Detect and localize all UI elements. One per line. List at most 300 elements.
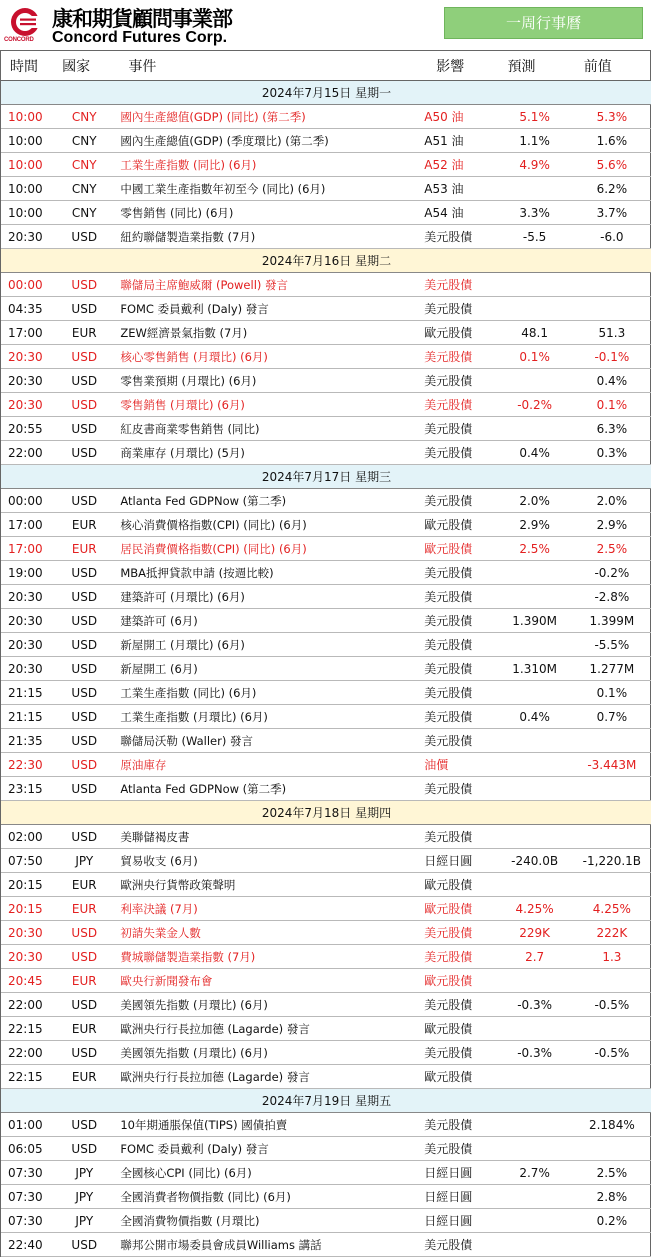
event-forecast (498, 1137, 572, 1161)
event-previous: 6.3% (572, 417, 651, 441)
event-row (1, 537, 651, 561)
company-name-cn: 康和期貨顧問事業部 (52, 6, 232, 31)
event-previous: -0.5% (572, 1041, 651, 1065)
event-name: 商業庫存 (月環比) (5月) (114, 441, 420, 465)
event-country: EUR (54, 969, 114, 993)
event-previous (572, 825, 651, 849)
event-name: 零售銷售 (同比) (6月) (114, 201, 420, 225)
event-country: JPY (54, 1161, 114, 1185)
event-impact: 美元股債 (420, 369, 497, 393)
event-forecast (498, 369, 572, 393)
logo-mark-text: CONCORD (4, 37, 34, 43)
event-forecast: 5.1% (498, 105, 572, 129)
event-row (1, 585, 651, 609)
event-name: 紐約聯儲製造業指數 (7月) (114, 225, 420, 249)
event-country: USD (54, 777, 114, 801)
event-impact: 美元股債 (420, 1233, 497, 1257)
event-forecast (498, 729, 572, 753)
event-country: EUR (54, 1065, 114, 1089)
event-forecast (498, 273, 572, 297)
event-time: 06:05 (1, 1137, 54, 1161)
event-country: USD (54, 657, 114, 681)
event-name: 歐洲央行行長拉加德 (Lagarde) 發言 (114, 1017, 420, 1041)
event-forecast (498, 777, 572, 801)
event-previous: 1.6% (572, 129, 651, 153)
event-row (1, 321, 651, 345)
column-header-time: 時間 (1, 51, 54, 81)
event-row (1, 873, 651, 897)
event-time: 21:35 (1, 729, 54, 753)
date-label: 2024年7月16日 星期二 (1, 249, 651, 273)
event-name: 原油庫存 (114, 753, 420, 777)
event-time: 20:30 (1, 345, 54, 369)
event-previous: 2.184% (572, 1113, 651, 1137)
event-row (1, 825, 651, 849)
event-name: 零售銷售 (月環比) (6月) (114, 393, 420, 417)
event-country: USD (54, 561, 114, 585)
event-row (1, 297, 651, 321)
event-country: USD (54, 705, 114, 729)
event-forecast: -5.5 (498, 225, 572, 249)
event-country: USD (54, 1233, 114, 1257)
event-country: USD (54, 1113, 114, 1137)
event-country: USD (54, 225, 114, 249)
event-impact: 美元股債 (420, 561, 497, 585)
date-header-row (1, 801, 651, 825)
event-previous: 1.3 (572, 945, 651, 969)
event-name: 貿易收支 (6月) (114, 849, 420, 873)
event-previous (572, 777, 651, 801)
event-row (1, 1137, 651, 1161)
event-row (1, 921, 651, 945)
event-name: 工業生產指數 (月環比) (6月) (114, 705, 420, 729)
event-impact: 美元股債 (420, 993, 497, 1017)
column-header-event: 事件 (114, 51, 420, 81)
event-row (1, 513, 651, 537)
event-time: 20:15 (1, 897, 54, 921)
event-previous: 5.3% (572, 105, 651, 129)
page-header (0, 0, 651, 50)
event-row (1, 369, 651, 393)
event-impact: 美元股債 (420, 777, 497, 801)
calendar-table-wrapper (0, 50, 651, 1257)
event-name: 美聯儲褐皮書 (114, 825, 420, 849)
event-name: FOMC 委員戴利 (Daly) 發言 (114, 297, 420, 321)
event-name: 10年期通脹保值(TIPS) 國債拍賣 (114, 1113, 420, 1137)
event-impact: A52 油 (420, 153, 497, 177)
event-country: EUR (54, 513, 114, 537)
event-row (1, 273, 651, 297)
event-previous (572, 969, 651, 993)
event-forecast: 2.9% (498, 513, 572, 537)
event-row (1, 441, 651, 465)
event-forecast (498, 825, 572, 849)
event-time: 07:50 (1, 849, 54, 873)
event-impact: 美元股債 (420, 585, 497, 609)
event-name: 國內生產總值(GDP) (季度環比) (第二季) (114, 129, 420, 153)
event-name: 費城聯儲製造業指數 (7月) (114, 945, 420, 969)
event-country: EUR (54, 897, 114, 921)
event-country: JPY (54, 1185, 114, 1209)
event-time: 20:15 (1, 873, 54, 897)
event-impact: 美元股債 (420, 705, 497, 729)
event-name: 全國消費者物價指數 (同比) (6月) (114, 1185, 420, 1209)
event-time: 22:15 (1, 1065, 54, 1089)
event-forecast: -0.3% (498, 993, 572, 1017)
event-time: 10:00 (1, 153, 54, 177)
event-row (1, 945, 651, 969)
event-name: 建築許可 (6月) (114, 609, 420, 633)
event-forecast: 2.0% (498, 489, 572, 513)
economic-calendar-table (1, 50, 651, 1257)
event-previous: 222K (572, 921, 651, 945)
event-time: 17:00 (1, 537, 54, 561)
event-row (1, 225, 651, 249)
calendar-body (1, 81, 651, 1257)
event-name: 建築許可 (月環比) (6月) (114, 585, 420, 609)
event-forecast (498, 873, 572, 897)
event-forecast: 0.1% (498, 345, 572, 369)
event-country: EUR (54, 873, 114, 897)
event-name: 核心消費價格指數(CPI) (同比) (6月) (114, 513, 420, 537)
event-name: 聯儲局沃勒 (Waller) 發言 (114, 729, 420, 753)
event-time: 20:55 (1, 417, 54, 441)
event-forecast (498, 585, 572, 609)
event-impact: 日經日圓 (420, 1185, 497, 1209)
event-time: 07:30 (1, 1161, 54, 1185)
event-forecast: 48.1 (498, 321, 572, 345)
event-forecast: 4.9% (498, 153, 572, 177)
event-country: USD (54, 1041, 114, 1065)
event-impact: 美元股債 (420, 441, 497, 465)
event-time: 10:00 (1, 129, 54, 153)
event-previous: -6.0 (572, 225, 651, 249)
event-time: 20:30 (1, 393, 54, 417)
event-impact: 歐元股債 (420, 873, 497, 897)
event-impact: 美元股債 (420, 1041, 497, 1065)
event-name: 初請失業金人數 (114, 921, 420, 945)
event-row (1, 1041, 651, 1065)
event-row (1, 1209, 651, 1233)
event-previous: -1,220.1B (572, 849, 651, 873)
event-impact: 歐元股債 (420, 969, 497, 993)
event-country: USD (54, 1137, 114, 1161)
event-previous: 2.8% (572, 1185, 651, 1209)
column-header-forecast: 預測 (498, 51, 572, 81)
event-time: 22:40 (1, 1233, 54, 1257)
event-row (1, 705, 651, 729)
event-forecast (498, 753, 572, 777)
event-forecast: 3.3% (498, 201, 572, 225)
event-country: USD (54, 753, 114, 777)
event-impact: 美元股債 (420, 729, 497, 753)
date-header-row (1, 81, 651, 105)
event-name: 全國消費物價指數 (月環比) (114, 1209, 420, 1233)
event-impact: 美元股債 (420, 1113, 497, 1137)
event-time: 17:00 (1, 513, 54, 537)
event-country: USD (54, 825, 114, 849)
event-row (1, 1017, 651, 1041)
event-previous: 1.277M (572, 657, 651, 681)
date-header-row (1, 249, 651, 273)
event-row (1, 1161, 651, 1185)
event-forecast: -240.0B (498, 849, 572, 873)
event-time: 20:30 (1, 225, 54, 249)
event-impact: 歐元股債 (420, 897, 497, 921)
event-time: 00:00 (1, 273, 54, 297)
event-name: 歐洲央行行長拉加德 (Lagarde) 發言 (114, 1065, 420, 1089)
event-name: MBA抵押貸款申請 (按週比較) (114, 561, 420, 585)
event-time: 20:30 (1, 633, 54, 657)
event-country: CNY (54, 201, 114, 225)
event-row (1, 1185, 651, 1209)
date-label: 2024年7月17日 星期三 (1, 465, 651, 489)
event-row (1, 201, 651, 225)
event-name: 全國核心CPI (同比) (6月) (114, 1161, 420, 1185)
event-forecast: 2.7% (498, 1161, 572, 1185)
event-previous: 0.3% (572, 441, 651, 465)
event-time: 17:00 (1, 321, 54, 345)
event-name: 中國工業生產指數年初至今 (同比) (6月) (114, 177, 420, 201)
event-country: USD (54, 345, 114, 369)
event-country: CNY (54, 177, 114, 201)
event-impact: 歐元股債 (420, 1017, 497, 1041)
event-row (1, 753, 651, 777)
event-country: USD (54, 273, 114, 297)
event-name: 美國領先指數 (月環比) (6月) (114, 1041, 420, 1065)
event-name: Atlanta Fed GDPNow (第二季) (114, 777, 420, 801)
event-name: 國內生產總值(GDP) (同比) (第二季) (114, 105, 420, 129)
event-previous: -3.443M (572, 753, 651, 777)
company-logo (4, 5, 264, 47)
event-previous: 51.3 (572, 321, 651, 345)
event-country: JPY (54, 1209, 114, 1233)
event-impact: 歐元股債 (420, 513, 497, 537)
event-name: 新屋開工 (6月) (114, 657, 420, 681)
event-time: 01:00 (1, 1113, 54, 1137)
event-row (1, 609, 651, 633)
event-time: 20:30 (1, 657, 54, 681)
event-country: USD (54, 441, 114, 465)
event-time: 20:45 (1, 969, 54, 993)
event-row (1, 561, 651, 585)
event-name: 歐洲央行貨幣政策聲明 (114, 873, 420, 897)
event-time: 22:30 (1, 753, 54, 777)
event-row (1, 129, 651, 153)
event-country: USD (54, 393, 114, 417)
event-row (1, 993, 651, 1017)
event-impact: A53 油 (420, 177, 497, 201)
event-time: 19:00 (1, 561, 54, 585)
event-time: 20:30 (1, 945, 54, 969)
event-previous: -5.5% (572, 633, 651, 657)
event-row (1, 1113, 651, 1137)
event-impact: 油價 (420, 753, 497, 777)
event-impact: 美元股債 (420, 417, 497, 441)
event-name: 零售業預期 (月環比) (6月) (114, 369, 420, 393)
event-row (1, 633, 651, 657)
event-country: EUR (54, 537, 114, 561)
event-forecast (498, 1065, 572, 1089)
event-previous: 5.6% (572, 153, 651, 177)
event-forecast (498, 177, 572, 201)
date-label: 2024年7月19日 星期五 (1, 1089, 651, 1113)
event-time: 04:35 (1, 297, 54, 321)
event-row (1, 1065, 651, 1089)
column-header-country: 國家 (54, 51, 114, 81)
event-name: ZEW經濟景氣指數 (7月) (114, 321, 420, 345)
event-country: USD (54, 369, 114, 393)
event-impact: 美元股債 (420, 657, 497, 681)
event-previous: 0.4% (572, 369, 651, 393)
event-impact: A50 油 (420, 105, 497, 129)
event-country: USD (54, 633, 114, 657)
event-country: USD (54, 945, 114, 969)
date-label: 2024年7月15日 星期一 (1, 81, 651, 105)
event-time: 00:00 (1, 489, 54, 513)
event-previous (572, 297, 651, 321)
event-row (1, 489, 651, 513)
event-row (1, 153, 651, 177)
event-previous (572, 1065, 651, 1089)
event-row (1, 969, 651, 993)
event-impact: 歐元股債 (420, 321, 497, 345)
event-time: 21:15 (1, 681, 54, 705)
event-forecast (498, 417, 572, 441)
event-impact: 美元股債 (420, 945, 497, 969)
event-previous: -0.2% (572, 561, 651, 585)
event-name: 聯邦公開市場委員會成員Williams 講話 (114, 1233, 420, 1257)
event-forecast (498, 1233, 572, 1257)
event-name: 新屋開工 (月環比) (6月) (114, 633, 420, 657)
event-row (1, 177, 651, 201)
event-name: 居民消費價格指數(CPI) (同比) (6月) (114, 537, 420, 561)
event-country: USD (54, 489, 114, 513)
event-impact: A51 油 (420, 129, 497, 153)
event-time: 20:30 (1, 585, 54, 609)
event-country: USD (54, 729, 114, 753)
event-time: 20:30 (1, 369, 54, 393)
event-name: FOMC 委員戴利 (Daly) 發言 (114, 1137, 420, 1161)
event-name: Atlanta Fed GDPNow (第二季) (114, 489, 420, 513)
event-previous (572, 1233, 651, 1257)
event-row (1, 729, 651, 753)
concord-logo-icon (8, 7, 48, 39)
event-time: 22:15 (1, 1017, 54, 1041)
event-impact: 美元股債 (420, 225, 497, 249)
event-previous: 2.0% (572, 489, 651, 513)
event-forecast (498, 633, 572, 657)
date-label: 2024年7月18日 星期四 (1, 801, 651, 825)
column-header-previous: 前值 (572, 51, 651, 81)
event-impact: 美元股債 (420, 489, 497, 513)
event-impact: 美元股債 (420, 345, 497, 369)
event-country: USD (54, 417, 114, 441)
event-forecast (498, 297, 572, 321)
event-row (1, 393, 651, 417)
date-header-row (1, 465, 651, 489)
event-country: USD (54, 297, 114, 321)
event-row (1, 849, 651, 873)
event-impact: 美元股債 (420, 1137, 497, 1161)
event-country: USD (54, 993, 114, 1017)
event-previous (572, 1137, 651, 1161)
event-row (1, 897, 651, 921)
event-name: 聯儲局主席鮑威爾 (Powell) 發言 (114, 273, 420, 297)
event-previous: 2.5% (572, 1161, 651, 1185)
event-forecast: -0.3% (498, 1041, 572, 1065)
event-country: USD (54, 681, 114, 705)
event-previous: -0.1% (572, 345, 651, 369)
event-name: 紅皮書商業零售銷售 (同比) (114, 417, 420, 441)
event-name: 美國領先指數 (月環比) (6月) (114, 993, 420, 1017)
weekly-calendar-button[interactable]: 一周行事曆 (444, 7, 643, 39)
event-forecast: 229K (498, 921, 572, 945)
event-previous: 2.9% (572, 513, 651, 537)
date-header-row (1, 1089, 651, 1113)
event-impact: 美元股債 (420, 825, 497, 849)
event-previous: 2.5% (572, 537, 651, 561)
event-forecast: 0.4% (498, 441, 572, 465)
company-name-en: Concord Futures Corp. (52, 29, 228, 46)
event-previous (572, 729, 651, 753)
event-forecast: 2.7 (498, 945, 572, 969)
event-row (1, 777, 651, 801)
event-country: CNY (54, 105, 114, 129)
event-time: 20:30 (1, 921, 54, 945)
event-previous: 3.7% (572, 201, 651, 225)
event-previous: 0.7% (572, 705, 651, 729)
event-forecast (498, 561, 572, 585)
event-forecast: 1.1% (498, 129, 572, 153)
event-previous (572, 1017, 651, 1041)
event-time: 22:00 (1, 993, 54, 1017)
event-name: 利率決議 (7月) (114, 897, 420, 921)
event-country: CNY (54, 129, 114, 153)
event-previous: 6.2% (572, 177, 651, 201)
event-row (1, 681, 651, 705)
event-time: 22:00 (1, 1041, 54, 1065)
event-forecast: 1.390M (498, 609, 572, 633)
event-time: 07:30 (1, 1185, 54, 1209)
event-forecast: 0.4% (498, 705, 572, 729)
event-forecast: 4.25% (498, 897, 572, 921)
event-row (1, 345, 651, 369)
event-forecast (498, 1113, 572, 1137)
event-name: 核心零售銷售 (月環比) (6月) (114, 345, 420, 369)
event-impact: A54 油 (420, 201, 497, 225)
event-impact: 日經日圓 (420, 1161, 497, 1185)
event-time: 10:00 (1, 201, 54, 225)
event-previous: -2.8% (572, 585, 651, 609)
event-country: USD (54, 609, 114, 633)
event-forecast (498, 1209, 572, 1233)
event-impact: 美元股債 (420, 297, 497, 321)
event-forecast: -0.2% (498, 393, 572, 417)
event-forecast (498, 681, 572, 705)
event-impact: 歐元股債 (420, 1065, 497, 1089)
event-forecast: 2.5% (498, 537, 572, 561)
event-name: 工業生產指數 (同比) (6月) (114, 153, 420, 177)
event-time: 07:30 (1, 1209, 54, 1233)
event-forecast (498, 969, 572, 993)
event-forecast (498, 1017, 572, 1041)
event-time: 23:15 (1, 777, 54, 801)
event-previous: 1.399M (572, 609, 651, 633)
event-country: JPY (54, 849, 114, 873)
event-previous (572, 273, 651, 297)
event-row (1, 105, 651, 129)
